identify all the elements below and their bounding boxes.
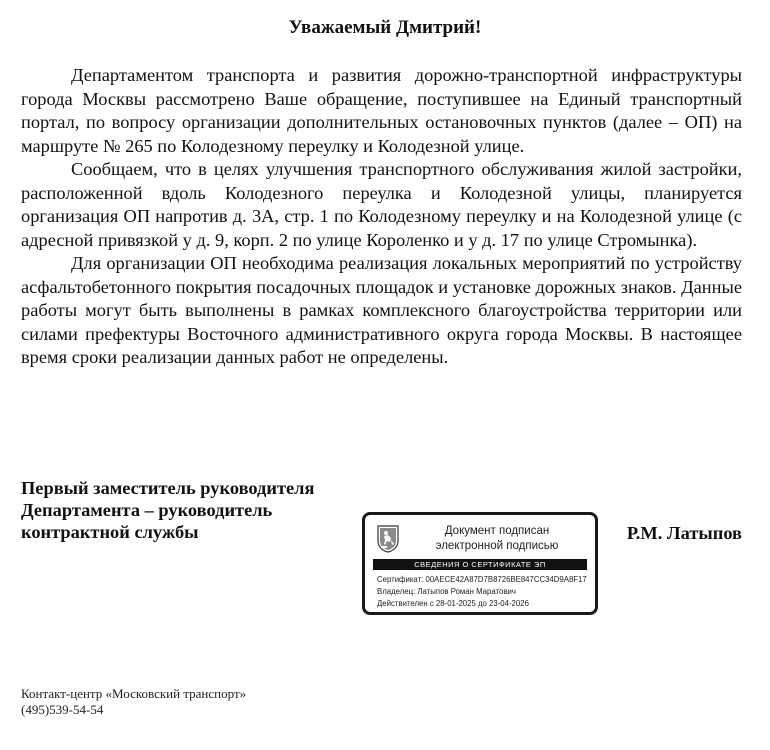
stamp-validity: Действителен с 28-01-2025 до 23-04-2026 — [377, 599, 529, 608]
letter-greeting: Уважаемый Дмитрий! — [288, 17, 482, 38]
signer-position — [21, 477, 361, 543]
letter-paragraph: Сообщаем, что в целях улучшения транспортного обслуживания жилой застройки, расположенной вдоль Колодезного переулка и Колодезной улицы, планируется организация ОП напротив д. 3А, стр. 1 по Колодезному переулку и на Колодезной улице (с адресной привязкой у д. 9, корп. 2 по улице Короленко и у д. 17 по улице Стромынка). — [21, 159, 742, 250]
stamp-details — [377, 574, 589, 610]
contact-info — [21, 686, 246, 718]
stamp-heading — [405, 524, 589, 554]
signer-position-line: Первый заместитель руководителя — [21, 478, 315, 498]
contact-center-label: Контакт-центр «Московский транспорт» — [21, 686, 247, 701]
signer-position-line: Департамента – руководитель — [21, 500, 273, 520]
moscow-coat-of-arms-icon — [377, 525, 399, 553]
signer-position-line: контрактной службы — [21, 522, 199, 542]
stamp-heading-line: электронной подписью — [435, 540, 559, 552]
letter-paragraph: Для организации ОП необходима реализация локальных мероприятий по устройству асфальтобетонного покрытия посадочных площадок и установке дорожных знаков. Данные работы могут быть выполнены в рамках комплексного благоустройства территории или силами префектуры Восточного административного округа города Москвы. В настоящее время сроки реализации данных работ не определены. — [21, 253, 742, 367]
signer-name: Р.М. Латыпов — [626, 523, 742, 543]
letter-body — [21, 64, 742, 370]
electronic-signature-stamp — [362, 512, 598, 615]
stamp-certificate-number: Сертификат: 00AECE42A87D7B8726BE847CC34D9A8F17 — [377, 575, 587, 584]
letter-paragraph: Департаментом транспорта и развития дорожно-транспортной инфраструктуры города Москвы рассмотрено Ваше обращение, поступившее на Единый транспортный портал, по вопросу организации дополнительных остановочных пунктов (далее – ОП) на маршруте № 265 по Колодезному переулку и Колодезной улице. — [21, 65, 742, 156]
stamp-certificate-bar: СВЕДЕНИЯ О СЕРТИФИКАТЕ ЭП — [373, 559, 587, 570]
contact-phone: (495)539-54-54 — [21, 702, 104, 717]
stamp-owner: Владелец: Латыпов Роман Маратович — [377, 587, 516, 596]
stamp-heading-line: Документ подписан — [444, 525, 550, 537]
